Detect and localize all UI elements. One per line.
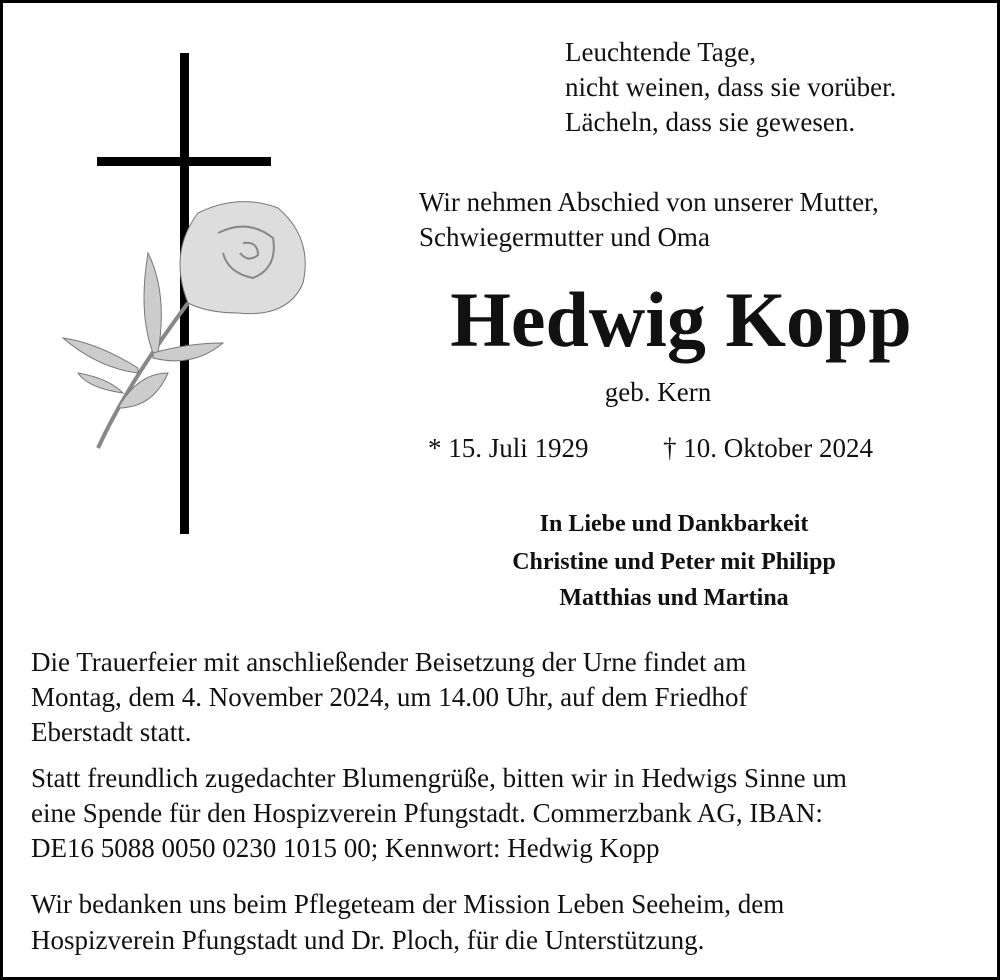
mourners-line: Christine und Peter mit Philipp xyxy=(512,549,836,575)
ceremony-text: Eberstadt statt. xyxy=(31,717,192,747)
thanks-text: Wir bedanken uns beim Pflegeteam der Mission Leben Seeheim, dem xyxy=(31,889,785,919)
donation-text: Statt freundlich zugedachter Blumengrüße, bitten wir in Hedwigs Sinne um xyxy=(31,763,847,793)
poem-line: nicht weinen, dass sie vorüber. xyxy=(565,72,897,102)
death-date: † 10. Oktober 2024 xyxy=(663,433,873,463)
donation-text: DE16 5088 0050 0230 1015 00; Kennwort: Hedwig Kopp xyxy=(31,833,660,863)
thanks-text: Hospizverein Pfungstadt und Dr. Ploch, für die Unterstützung. xyxy=(31,925,705,955)
donation-text: eine Spende für den Hospizverein Pfungstadt. Commerzbank AG, IBAN: xyxy=(31,798,823,828)
poem-line: Leuchtende Tage, xyxy=(565,37,757,67)
cross-bar xyxy=(97,157,271,166)
ceremony-text: Montag, dem 4. November 2024, um 14.00 Uhr, auf dem Friedhof xyxy=(31,682,748,712)
intro-line: Wir nehmen Abschied von unserer Mutter, xyxy=(419,187,879,217)
deceased-name: Hedwig Kopp xyxy=(450,276,912,363)
birth-date: * 15. Juli 1929 xyxy=(428,433,589,463)
intro-line: Schwiegermutter und Oma xyxy=(419,222,710,252)
ceremony-text: Die Trauerfeier mit anschließender Beisetzung der Urne findet am xyxy=(31,647,747,677)
rose-icon xyxy=(58,193,318,463)
poem-line: Lächeln, dass sie gewesen. xyxy=(565,107,856,137)
maiden-name: geb. Kern xyxy=(604,377,712,407)
mourners-line: In Liebe und Dankbarkeit xyxy=(539,511,809,537)
mourners-line: Matthias und Martina xyxy=(559,585,789,611)
